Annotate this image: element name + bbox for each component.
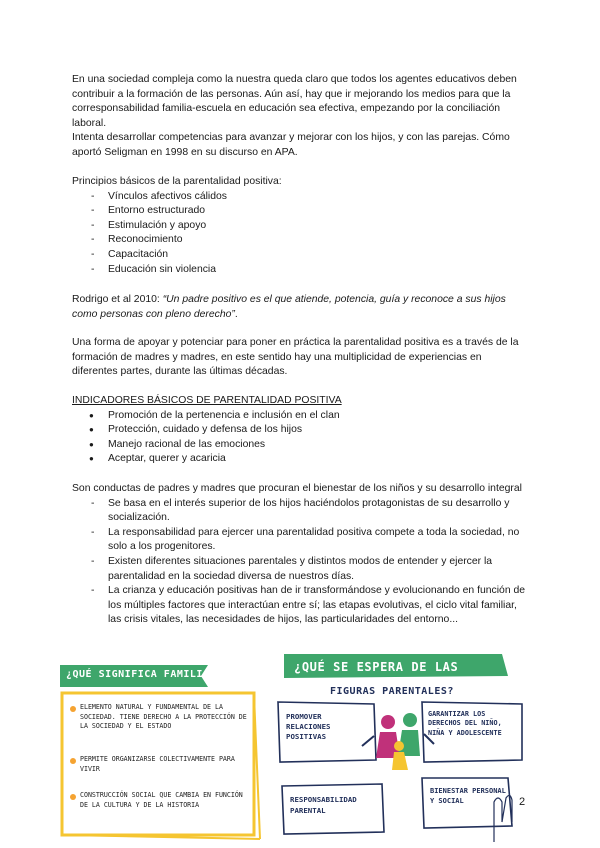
familia-item-1 xyxy=(70,703,248,732)
quote-end: . xyxy=(234,308,238,320)
intro-paragraph-1: En una sociedad compleja como la nuestra queda claro que todos los agentes educativos deben contribuir a la formación de las personas. Aún así, hay que ir mejorando los medios para que la corresponsabilidad familia-escuela en educación sea efectiva, empezando por la conciliación laboral. xyxy=(72,74,517,129)
infographic-figuras-parentales xyxy=(276,652,528,846)
list-item: ● Protección, cuidado y defensa de los hijos xyxy=(72,423,528,438)
indicadores-section xyxy=(72,394,528,467)
intro-section xyxy=(72,73,528,161)
list-item: - Vínculos afectivos cálidos xyxy=(72,190,528,205)
conductas-list xyxy=(72,497,528,628)
list-item: - Educación sin violencia xyxy=(72,263,528,278)
principios-section xyxy=(72,175,528,277)
indicadores-list xyxy=(72,409,528,467)
familia-title: ¿QUÉ SIGNIFICA FAMILIA? xyxy=(66,669,216,680)
list-item: ● Aceptar, querer y acaricia xyxy=(72,452,528,467)
list-item: - La crianza y educación positivas han de ir transformándose y evolucionando en función de los múltiples factores que interactúan entre sí; las etapas evolutivas, el ciclo vital familiar, las crisis vitales, las necesidades de hijos, las particularidades del entorno... xyxy=(72,584,528,628)
conductas-intro: Son conductas de padres y madres que procuran el bienestar de los niños y su desarrollo integral xyxy=(72,483,522,494)
orange-dot-icon xyxy=(70,758,76,764)
figuras-frame xyxy=(276,652,528,846)
list-item: ● Promoción de la pertenencia e inclusión en el clan xyxy=(72,409,528,424)
box-garantizar: GARANTIZAR LOS DERECHOS DEL NIÑO, NIÑA Y ADOLESCENTE xyxy=(428,710,502,737)
quote-section xyxy=(72,293,528,322)
familia-item-3 xyxy=(70,791,248,810)
list-item: - Estimulación y apoyo xyxy=(72,219,528,234)
list-item: - Reconocimiento xyxy=(72,233,528,248)
box-promover: PROMOVER RELACIONES POSITIVAS xyxy=(286,712,331,741)
quote-text: “Un padre positivo es el que atiende, potencia, guía y reconoce a sus hijos como personas con pleno derecho” xyxy=(72,294,506,320)
familia-item-2 xyxy=(70,755,248,774)
box-bienestar: BIENESTAR PERSONAL Y SOCIAL xyxy=(430,787,506,805)
principios-heading: Principios básicos de la parentalidad positiva: xyxy=(72,176,282,187)
list-item: - Entorno estructurado xyxy=(72,204,528,219)
familia-item-text: PERMITE ORGANIZARSE COLECTIVAMENTE PARA VIVIR xyxy=(80,755,235,773)
familia-item-text: CONSTRUCCIÓN SOCIAL QUE CAMBIA EN FUNCIÓN DE LA CULTURA Y DE LA HISTORIA xyxy=(80,791,243,809)
principios-list xyxy=(72,190,528,278)
apoyo-paragraph: Una forma de apoyar y potenciar para poner en práctica la parentalidad positiva es a través de la formación de madres y madres, en este sentido hay una multiplicidad de experiencias en diferentes partes, durante las últimas décadas. xyxy=(72,337,519,378)
infographic-familia-frame xyxy=(58,663,263,843)
intro-paragraph-2: Intenta desarrollar competencias para avanzar y mejorar con los hijos, y con las parejas. Cómo aportó Seligman en 1998 en su discurso en APA. xyxy=(72,132,510,158)
apoyo-section xyxy=(72,336,528,380)
indicadores-heading: INDICADORES BÁSICOS DE PARENTALIDAD POSITIVA xyxy=(72,395,342,406)
list-item: - Capacitación xyxy=(72,248,528,263)
orange-dot-icon xyxy=(70,706,76,712)
conductas-section xyxy=(72,482,528,628)
list-item: - La responsabilidad para ejercer una parentalidad positiva compete a toda la sociedad, no solo a los progenitores. xyxy=(72,526,528,555)
list-item: ● Manejo racional de las emociones xyxy=(72,438,528,453)
list-item: - Se basa en el interés superior de los hijos haciéndolos protagonistas de su desarrollo y socialización. xyxy=(72,497,528,526)
box-responsabilidad: RESPONSABILIDAD PARENTAL xyxy=(290,795,357,815)
page-number: 2 xyxy=(519,796,526,808)
quote-author: Rodrigo et al 2010: xyxy=(72,294,163,305)
figuras-title-1: ¿QUÉ SE ESPERA DE LAS xyxy=(294,660,459,674)
infographic-familia xyxy=(58,663,263,843)
orange-dot-icon xyxy=(70,794,76,800)
familia-item-text: ELEMENTO NATURAL Y FUNDAMENTAL DE LA SOCIEDAD. TIENE DERECHO A LA PROTECCIÓN DE LA SOCIEDAD Y EL ESTADO xyxy=(80,703,247,730)
list-item: - Existen diferentes situaciones parentales y distintos modos de entender y ejercer la parentalidad en la sociedad diversa de nuestros días. xyxy=(72,555,528,584)
figuras-title-2: FIGURAS PARENTALES? xyxy=(330,686,454,697)
